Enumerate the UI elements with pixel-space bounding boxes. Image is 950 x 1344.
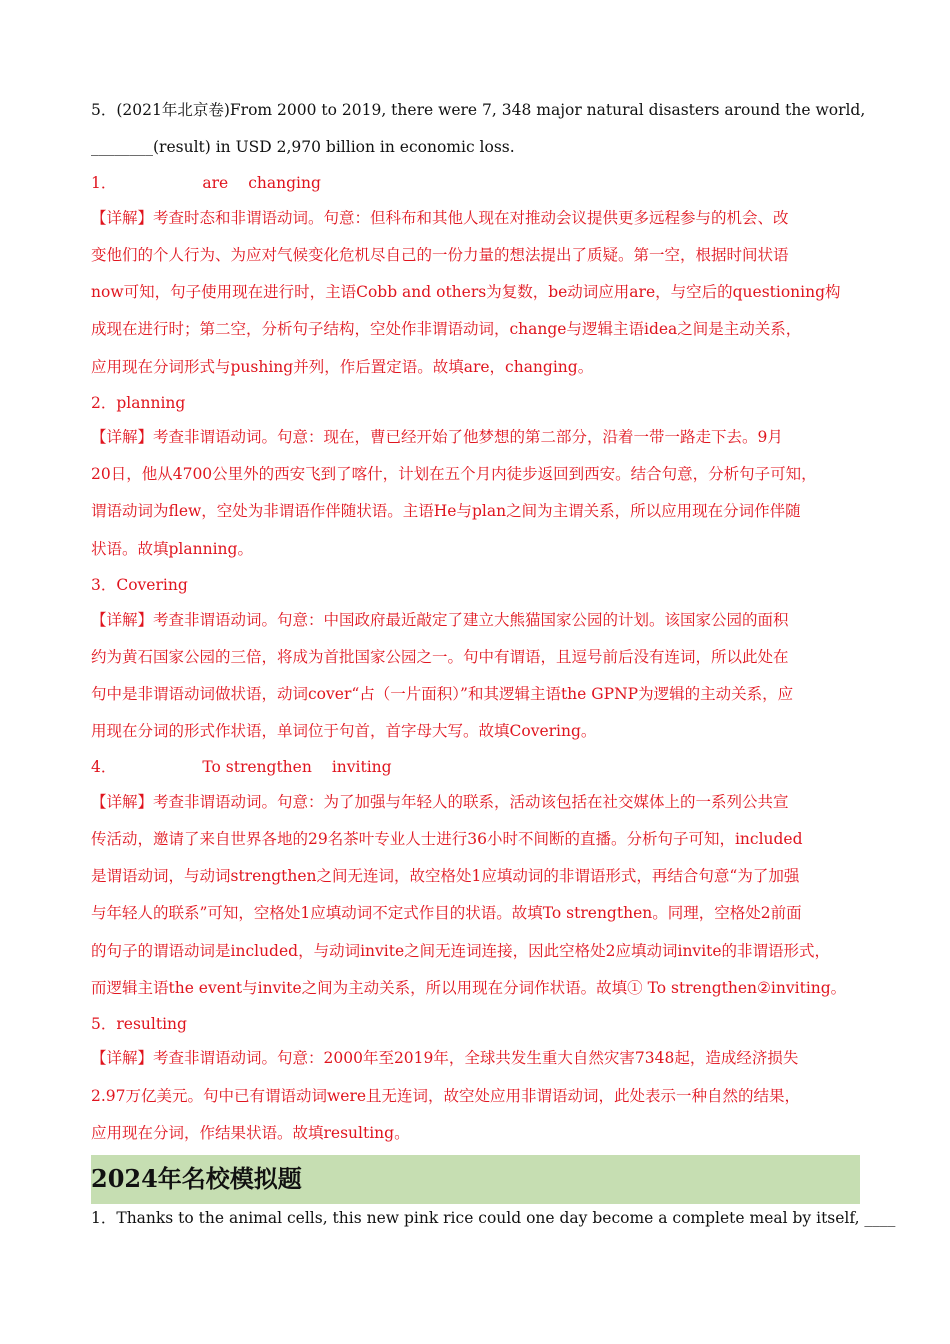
section-banner — [91, 1155, 860, 1204]
answer-1-detail-line: 变他们的个人行为、为应对气候变化危机尽自己的一份力量的想法提出了质疑。第一空，根据时间状语 — [91, 246, 789, 264]
answer-4-blank-1: To strengthen — [202, 758, 312, 776]
answer-5-detail-line: 【详解】考查非谓语动词。句意：2000年至2019年，全球共发生重大自然灾害7348起，造成经济损失 — [91, 1049, 799, 1067]
answer-2-key: 2．planning — [91, 394, 186, 412]
answer-1-blank-1: are — [202, 174, 229, 192]
answer-4-detail-line: 而逻辑主语the event与invite之间为主动关系，所以用现在分词作状语。故填① To strengthen②inviting。 — [91, 979, 847, 997]
answer-4-detail-line: 的句子的谓语动词是included，与动词invite之间无连词连接，因此空格处2应填动词invite的非谓语形式， — [91, 942, 831, 960]
answer-4-detail-line: 传活动，邀请了来自世界各地的29名茶叶专业人士进行36小时不间断的直播。分析句子可知，included — [91, 830, 803, 848]
answer-2-detail-line: 状语。故填planning。 — [91, 540, 253, 558]
answer-1-key — [91, 173, 321, 193]
answer-3-detail-line: 句中是非谓语动词做状语，动词cover“占（一片面积）”和其逻辑主语the GPNP为逻辑的主动关系，应 — [91, 685, 794, 703]
answer-5-detail-line: 2.97万亿美元。句中已有谓语动词were且无连词，故空处应用非谓语动词，此处表示一种自然的结果， — [91, 1087, 801, 1105]
section-title: 2024年名校模拟题 — [91, 1164, 302, 1193]
answer-1-blank-2: changing — [248, 174, 321, 192]
answer-2-detail-line: 20日，他从4700公里外的西安飞到了喀什，计划在五个月内徒步返回到西安。结合句意，分析句子可知， — [91, 465, 817, 483]
answer-1-number: 1． — [91, 174, 117, 192]
answer-1-detail-line: now可知，句子使用现在进行时，主语Cobb and others为复数，be动词应用are，与空后的questioning构 — [91, 283, 841, 301]
answer-3-detail-line: 约为黄石国家公园的三倍，将成为首批国家公园之一。句中有谓语，且逗号前后没有连词，所以此处在 — [91, 648, 789, 666]
answer-3-key: 3．Covering — [91, 576, 188, 594]
question-5-line-2: ________(result) in USD 2,970 billion in economic loss. — [91, 138, 515, 156]
answer-1-detail-line: 应用现在分词形式与pushing并列，作后置定语。故填are，changing。 — [91, 358, 594, 376]
answer-4-detail-line: 【详解】考查非谓语动词。句意：为了加强与年轻人的联系，活动该包括在社交媒体上的一系列公共宣 — [91, 793, 789, 811]
next-question-line: 1．Thanks to the animal cells, this new pink rice could one day become a complete meal by itself, ____ — [91, 1209, 896, 1227]
question-5-line-1: 5．(2021年北京卷)From 2000 to 2019, there were 7, 348 major natural disasters around the world, — [91, 101, 866, 119]
answer-5-key: 5．resulting — [91, 1015, 187, 1033]
answer-2-detail-line: 谓语动词为flew，空处为非谓语作伴随状语。主语He与plan之间为主谓关系，所以应用现在分词作伴随 — [91, 502, 801, 520]
answer-4-number: 4． — [91, 758, 117, 776]
answer-3-detail-line: 用现在分词的形式作状语，单词位于句首，首字母大写。故填Covering。 — [91, 722, 597, 740]
answer-4-blank-2: inviting — [331, 758, 392, 776]
answer-5-detail-line: 应用现在分词，作结果状语。故填resulting。 — [91, 1124, 410, 1142]
answer-3-detail-line: 【详解】考查非谓语动词。句意：中国政府最近敲定了建立大熊猫国家公园的计划。该国家公园的面积 — [91, 611, 789, 629]
answer-4-detail-line: 是谓语动词，与动词strengthen之间无连词，故空格处1应填动词的非谓语形式，再结合句意“为了加强 — [91, 867, 800, 885]
answer-4-key — [91, 757, 392, 777]
answer-1-detail-line: 【详解】考查时态和非谓语动词。句意：但科布和其他人现在对推动会议提供更多远程参与的机会、改 — [91, 209, 789, 227]
answer-2-detail-line: 【详解】考查非谓语动词。句意：现在，曹已经开始了他梦想的第二部分，沿着一带一路走下去。9月 — [91, 428, 783, 446]
answer-1-detail-line: 成现在进行时；第二空，分析句子结构，空处作非谓语动词，change与逻辑主语idea之间是主动关系， — [91, 320, 802, 338]
answer-4-detail-line: 与年轻人的联系”可知，空格处1应填动词不定式作目的状语。故填To strengthen。同理，空格处2前面 — [91, 904, 802, 922]
